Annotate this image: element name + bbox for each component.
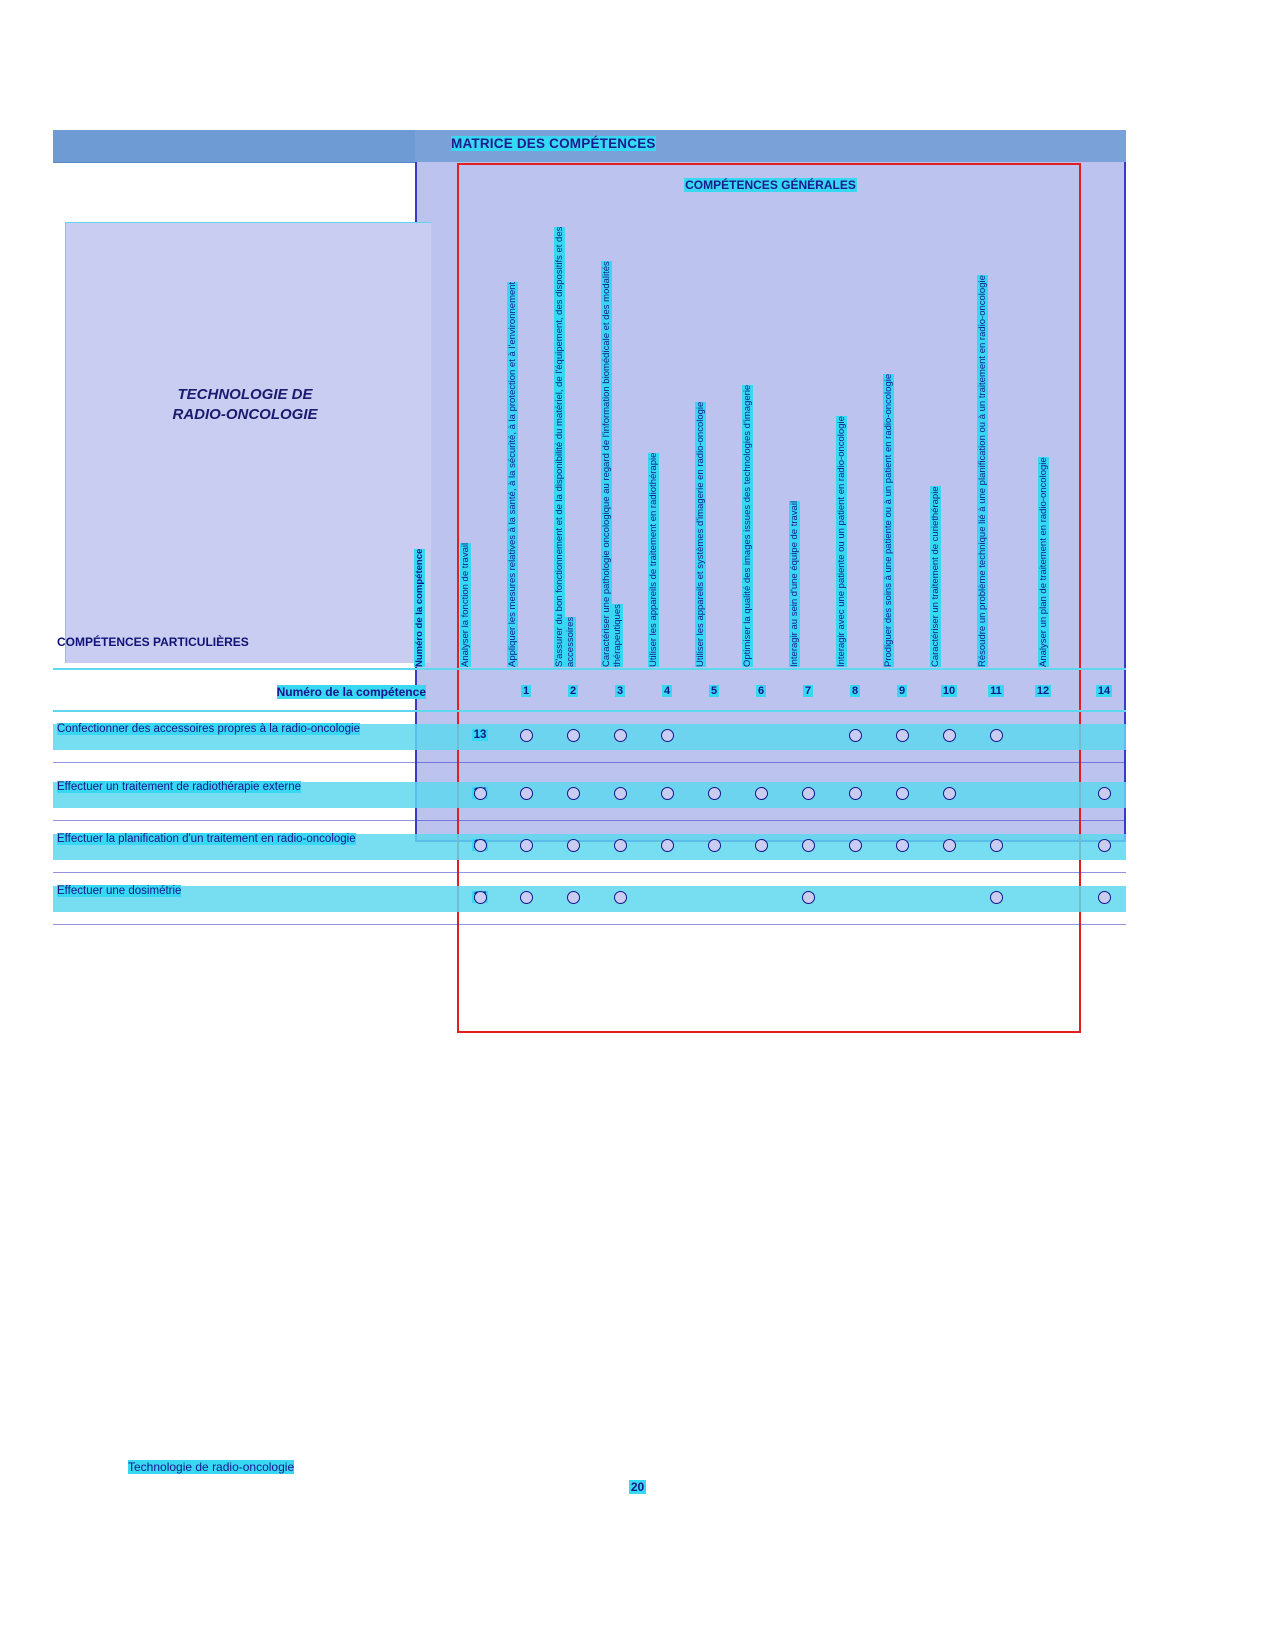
- column-number-4: [644, 685, 690, 697]
- matrix-mark: [990, 891, 1003, 904]
- matrix-mark: [802, 891, 815, 904]
- column-header-label: Caractériser une pathologie oncologique au regard de l'information biomédicale et des modalités thérapeutiques: [601, 261, 624, 667]
- general-competences-title: [415, 178, 1126, 192]
- matrix-mark: [708, 787, 721, 800]
- column-header-1: [460, 222, 507, 667]
- column-header-8: [789, 222, 836, 667]
- row-separator: [53, 924, 1126, 925]
- matrix-mark: [520, 729, 533, 742]
- column-number-text: 5: [710, 685, 718, 697]
- column-header-label: Utiliser les appareils de traitement en radiothérapie: [648, 452, 659, 667]
- row-separator: [53, 820, 1126, 821]
- matrix-mark: [520, 787, 533, 800]
- column-number-text: 14: [1097, 685, 1111, 697]
- matrix-mark: [661, 839, 674, 852]
- matrix-mark: [849, 839, 862, 852]
- column-number-text: 1: [522, 685, 530, 697]
- column-number-text: 10: [942, 685, 956, 697]
- column-header-label: Optimiser la qualité des images issues des technologies d'imagerie: [742, 384, 753, 667]
- matrix-mark: [520, 839, 533, 852]
- matrix-mark: [990, 729, 1003, 742]
- matrix-mark: [802, 787, 815, 800]
- row-label: [57, 883, 407, 900]
- table-row: [53, 826, 1126, 876]
- matrix-mark: [567, 891, 580, 904]
- column-header-12: [977, 222, 1024, 667]
- column-number-text: 4: [663, 685, 671, 697]
- program-title-block: [65, 222, 431, 663]
- matrix-mark: [614, 787, 627, 800]
- column-header-label: Caractériser un traitement de curiethérapie: [930, 486, 941, 667]
- column-header-10: [883, 222, 930, 667]
- column-number-row: [53, 680, 1126, 706]
- column-header-11: [930, 222, 977, 667]
- matrix-mark: [943, 839, 956, 852]
- matrix-mark: [896, 787, 909, 800]
- column-header-14: [1038, 222, 1085, 667]
- column-header-label: Prodiguer des soins à une patiente ou à un patient en radio-oncologie: [883, 373, 894, 667]
- column-header-label: S'assurer du bon fonctionnement et de la disponibilité du matériel, de l'équipement, des dispositifs et des accessoires: [554, 226, 577, 667]
- matrix-mark: [802, 839, 815, 852]
- program-title-line1: TECHNOLOGIE DE: [177, 386, 313, 403]
- column-number-11: [973, 685, 1019, 697]
- column-number-7: [785, 685, 831, 697]
- column-header-7: [742, 222, 789, 667]
- column-header-9: [836, 222, 883, 667]
- general-competences-title-text: COMPÉTENCES GÉNÉRALES: [685, 178, 856, 192]
- matrix-mark: [474, 891, 487, 904]
- column-number-text: 12: [1036, 685, 1050, 697]
- matrix-mark: [849, 729, 862, 742]
- matrix-mark: [567, 729, 580, 742]
- matrix-mark: [943, 787, 956, 800]
- matrix-mark: [896, 729, 909, 742]
- column-number-2: [550, 685, 596, 697]
- column-header-label: Numéro de la compétence: [414, 548, 425, 667]
- footer-label-text: Technologie de radio-oncologie: [128, 1460, 295, 1474]
- column-header-label: Interagir avec une patiente ou un patient en radio-oncologie: [836, 416, 847, 667]
- column-header-2: [507, 222, 554, 667]
- column-number-text: 2: [569, 685, 577, 697]
- matrix-mark: [755, 839, 768, 852]
- column-number-9: [879, 685, 925, 697]
- program-title-line2: RADIO-ONCOLOGIE: [172, 406, 318, 424]
- particular-competences-title: COMPÉTENCES PARTICULIÈRES: [57, 635, 249, 649]
- row-label: [57, 779, 407, 796]
- matrix-mark: [614, 839, 627, 852]
- row-label: [57, 831, 407, 848]
- row-separator: [53, 872, 1126, 873]
- matrix-mark: [849, 787, 862, 800]
- column-header-6: [695, 222, 742, 667]
- matrix-mark: [474, 839, 487, 852]
- matrix-mark: [943, 729, 956, 742]
- page-number-text: 20: [630, 1480, 645, 1494]
- column-number-3: [597, 685, 643, 697]
- matrix-mark: [661, 729, 674, 742]
- matrix-mark: [1098, 787, 1111, 800]
- row-label-text: Effectuer une dosimétrie: [57, 885, 182, 897]
- column-number-text: 9: [898, 685, 906, 697]
- matrix-mark: [990, 839, 1003, 852]
- row-separator: [53, 762, 1126, 763]
- matrix-mark: [567, 787, 580, 800]
- column-header-5: [648, 222, 695, 667]
- column-number-10: [926, 685, 972, 697]
- column-number-12: [1020, 685, 1066, 697]
- matrix-mark: [520, 891, 533, 904]
- column-number-row-label: Numéro de la compétence: [276, 685, 426, 699]
- table-row: [53, 878, 1126, 928]
- competency-matrix: [53, 130, 1126, 910]
- row-number: [459, 729, 501, 741]
- column-number-text: 8: [851, 685, 859, 697]
- row-number-text: 13: [473, 729, 487, 741]
- column-header-label: Utiliser les appareils et systèmes d'imagerie en radio-oncologie: [695, 401, 706, 667]
- row-label-text: Confectionner des accessoires propres à la radio-oncologie: [57, 723, 361, 735]
- column-header-label: Interagir au sein d'une équipe de travail: [789, 500, 800, 667]
- column-header-label: Résoudre un problème technique lié à une planification ou à un traitement en radio-oncologie: [977, 275, 988, 667]
- column-number-text: 6: [757, 685, 765, 697]
- table-row: [53, 774, 1126, 824]
- matrix-title: MATRICE DES COMPÉTENCES: [451, 136, 656, 151]
- matrix-mark: [708, 839, 721, 852]
- column-header-4: [601, 222, 648, 667]
- table-row: [53, 716, 1126, 766]
- row-label-text: Effectuer la planification d'un traitement en radio-oncologie: [57, 833, 356, 845]
- row-divider-2: [53, 710, 1126, 712]
- column-number-8: [832, 685, 878, 697]
- column-number-text: 7: [804, 685, 812, 697]
- matrix-mark: [567, 839, 580, 852]
- matrix-mark: [896, 839, 909, 852]
- row-divider-top: [53, 668, 1126, 670]
- matrix-mark: [755, 787, 768, 800]
- row-label-text: Effectuer un traitement de radiothérapie externe: [57, 781, 301, 793]
- page-number: [0, 1480, 1275, 1494]
- row-label: [57, 721, 407, 738]
- column-headers: [414, 222, 1126, 667]
- column-header-competency-number: [414, 222, 461, 667]
- column-header-label: Analyser la fonction de travail: [460, 542, 471, 667]
- matrix-mark: [474, 787, 487, 800]
- program-title: [65, 385, 425, 426]
- column-number-1: [503, 685, 549, 697]
- column-number-14: [1081, 685, 1127, 697]
- column-number-6: [738, 685, 784, 697]
- matrix-mark: [614, 891, 627, 904]
- column-header-label: Analyser un plan de traitement en radio-oncologie: [1038, 457, 1049, 667]
- footer-label: [128, 1460, 294, 1474]
- column-header-3: [554, 222, 601, 667]
- matrix-mark: [1098, 891, 1111, 904]
- column-number-text: 11: [990, 685, 1002, 697]
- matrix-mark: [614, 729, 627, 742]
- matrix-mark: [1098, 839, 1111, 852]
- column-header-label: Appliquer les mesures relatives à la santé, à la sécurité, à la protection et à l'environnement: [507, 281, 518, 667]
- matrix-mark: [661, 787, 674, 800]
- column-number-5: [691, 685, 737, 697]
- column-number-text: 3: [616, 685, 624, 697]
